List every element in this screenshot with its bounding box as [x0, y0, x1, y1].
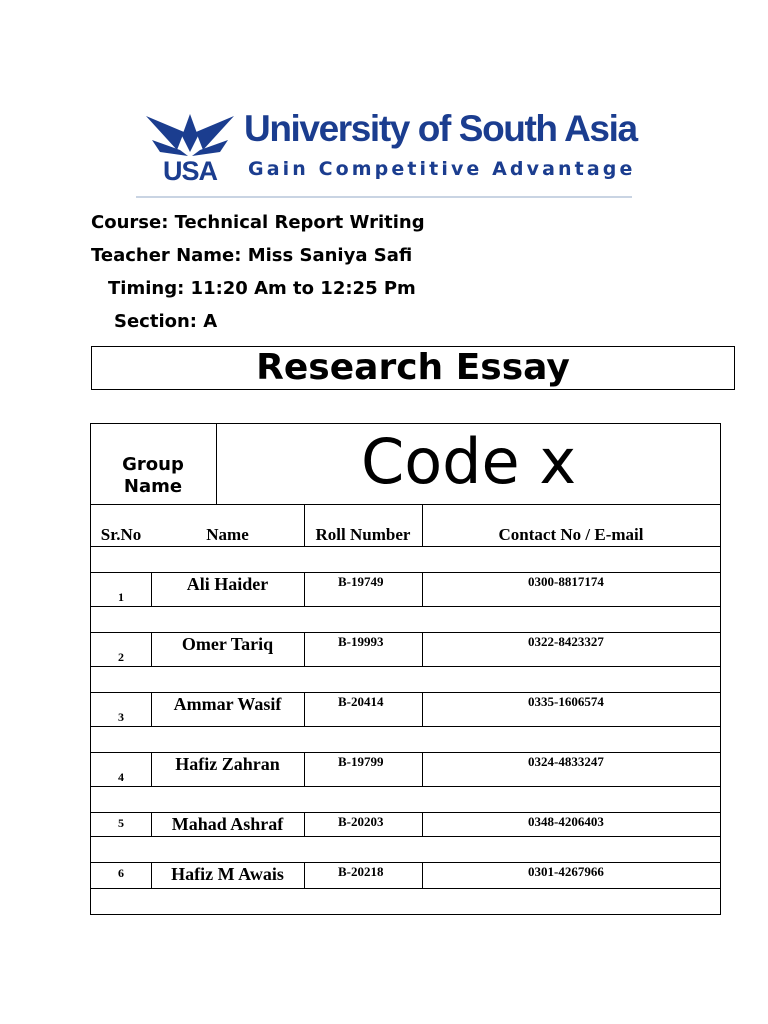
row-contact: 0335-1606574: [528, 694, 604, 709]
column-header-srno: Sr.No: [100, 525, 142, 544]
timing-line: Timing: 11:20 Am to 12:25 Pm: [108, 278, 416, 299]
row-srno: 4: [118, 770, 124, 784]
row-contact: 0301-4267966: [528, 864, 604, 879]
group-name-value: Code x: [360, 425, 577, 498]
row-roll-number: B-20218: [338, 864, 384, 879]
row-name: Ammar Wasif: [173, 694, 282, 714]
row-name: Ali Haider: [186, 574, 269, 594]
group-table: [90, 423, 721, 915]
row-name: Mahad Ashraf: [171, 814, 284, 834]
row-srno: 3: [118, 710, 124, 724]
row-roll-number: B-20203: [338, 814, 384, 829]
row-contact: 0322-8423327: [528, 634, 604, 649]
row-srno: 6: [118, 866, 124, 880]
row-roll-number: B-19749: [338, 574, 384, 589]
row-srno: 5: [118, 816, 124, 830]
row-contact: 0300-8817174: [528, 574, 604, 589]
group-name-label: Group Name: [122, 454, 184, 497]
teacher-line: Teacher Name: Miss Saniya Safi: [91, 245, 413, 266]
university-emblem-icon: [144, 114, 236, 182]
row-contact: 0324-4833247: [528, 754, 604, 769]
section-line: Section: A: [114, 311, 218, 332]
row-roll-number: B-20414: [338, 694, 384, 709]
document-title: Research Essay: [91, 346, 735, 390]
university-tagline: Gain Competitive Advantage: [248, 158, 636, 180]
column-header-roll: Roll Number: [315, 525, 411, 544]
row-name: Hafiz M Awais: [171, 864, 284, 884]
column-header-name: Name: [206, 525, 249, 544]
row-name: Omer Tariq: [181, 634, 274, 654]
course-line: Course: Technical Report Writing: [91, 212, 425, 233]
row-srno: 1: [118, 590, 124, 604]
row-roll-number: B-19799: [338, 754, 384, 769]
row-srno: 2: [118, 650, 124, 664]
row-contact: 0348-4206403: [528, 814, 604, 829]
row-name: Hafiz Zahran: [175, 754, 280, 774]
column-header-contact: Contact No / E-mail: [498, 525, 644, 544]
university-name: University of South Asia: [244, 108, 637, 149]
logo-mark-text: USA: [162, 156, 218, 182]
university-logo: [136, 92, 637, 198]
row-roll-number: B-19993: [338, 634, 384, 649]
